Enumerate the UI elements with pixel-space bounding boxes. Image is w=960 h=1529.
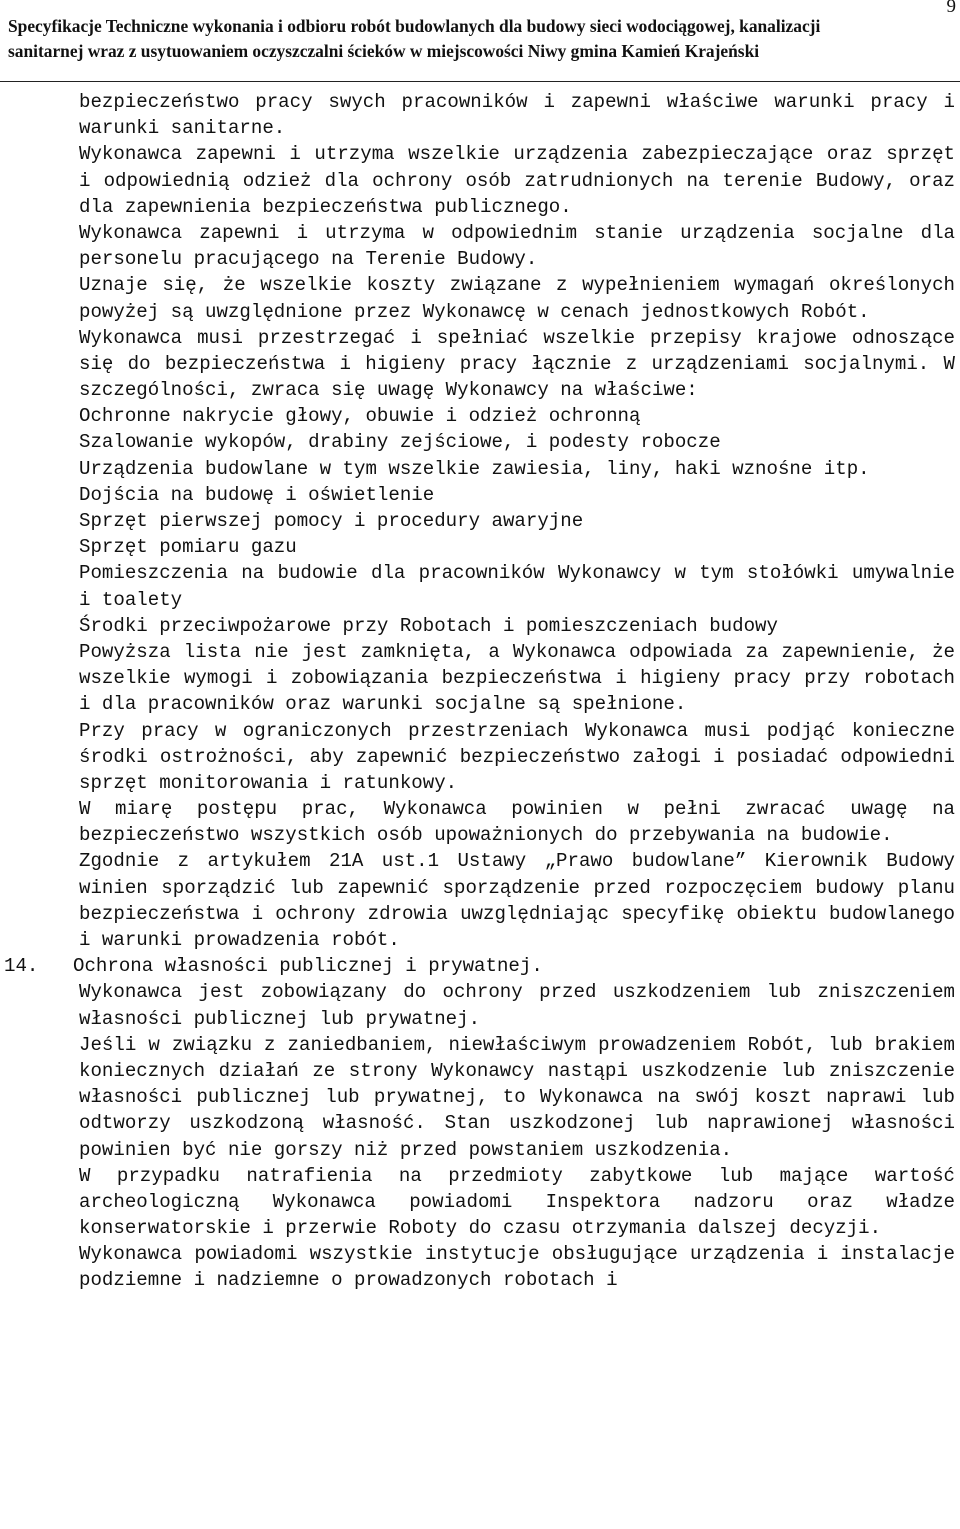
header-line-1: Specyfikacje Techniczne wykonania i odbioru robót budowlanych dla budowy sieci wodociągowej, kanalizacji bbox=[8, 16, 821, 36]
list-item: Dojścia na budowę i oświetlenie bbox=[79, 483, 435, 506]
header-line-2: sanitarnej wraz z usytuowaniem oczyszczalni ścieków w miejscowości Niwy gmina Kamień Krajeński bbox=[8, 41, 760, 61]
list-item: Szalowanie wykopów, drabiny zejściowe, i podesty robocze bbox=[79, 431, 721, 454]
paragraph: Powyższa lista nie jest zamknięta, a Wykonawca odpowiada za zapewnienie, że wszelkie wymogi i zobowiązania bezpieczeństwa i higieny pracy przy robotach i dla pracowników oraz warunki socjalne są spełnione. bbox=[79, 640, 955, 716]
paragraph: W miarę postępu prac, Wykonawca powinien w pełni zwracać uwagę na bezpieczeństwo wszystkich osób upoważnionych do przebywania na budowie. bbox=[79, 798, 955, 847]
header-divider bbox=[0, 81, 960, 82]
section-title: Ochrona własności publicznej i prywatnej. bbox=[73, 955, 543, 978]
paragraph: Wykonawca musi przestrzegać i spełniać wszelkie przepisy krajowe odnoszące się do bezpieczeństwa i higieny pracy łącznie z urządzeniami socjalnymi. W szczególności, zwraca się uwagę Wykonawcy na właściwe: bbox=[79, 326, 955, 402]
list-item: Urządzenia budowlane w tym wszelkie zawiesia, liny, haki wznośne itp. bbox=[79, 457, 870, 480]
list-item: Środki przeciwpożarowe przy Robotach i pomieszczeniach budowy bbox=[79, 614, 778, 637]
paragraph: Przy pracy w ograniczonych przestrzeniach Wykonawca musi podjąć konieczne środki ostrożności, aby zapewnić bezpieczeństwo załogi i posiadać odpowiedni sprzęt monitorowania i ratunkowy. bbox=[79, 719, 955, 794]
list-item: Sprzęt pierwszej pomocy i procedury awaryjne bbox=[79, 510, 584, 532]
paragraph: Wykonawca powiadomi wszystkie instytucje obsługujące urządzenia i instalacje podziemne i nadziemne o prowadzonych robotach i bbox=[79, 1243, 955, 1292]
section-number: 14. bbox=[4, 955, 39, 978]
list-item: Sprzęt pomiaru gazu bbox=[79, 536, 297, 559]
list-item: Pomieszczenia na budowie dla pracowników Wykonawcy w tym stołówki umywalnie i toalety bbox=[79, 562, 955, 611]
paragraph: bezpieczeństwo pracy swych pracowników i zapewni właściwe warunki pracy i warunki sanitarne. bbox=[79, 91, 955, 140]
paragraph: Jeśli w związku z zaniedbaniem, niewłaściwym prowadzeniem Robót, lub brakiem koniecznych działań ze strony Wykonawcy nastąpi uszkodzenie lub zniszczenie własności publicznej lub prywatnej, to Wykonawca na swój koszt naprawi lub odtworzy uszkodzoną własność. Stan uszkodzonej lub naprawionej własności powinien być nie gorszy niż przed powstaniem uszkodzenia. bbox=[79, 1033, 955, 1161]
section-heading bbox=[0, 953, 904, 979]
safety-equipment-list bbox=[0, 403, 960, 639]
document-body bbox=[0, 89, 960, 1294]
paragraph: Uznaje się, że wszelkie koszty związane z wypełnieniem wymagań określonych powyżej są uwzględnione przez Wykonawcę w cenach jednostkowych Robót. bbox=[79, 274, 955, 323]
paragraph: Wykonawca zapewni i utrzyma wszelkie urządzenia zabezpieczające oraz sprzęt i odpowiednią odzież dla ochrony osób zatrudnionych na terenie Budowy, oraz dla zapewnienia bezpieczeństwa publicznego. bbox=[79, 143, 955, 218]
paragraph: W przypadku natrafienia na przedmioty zabytkowe lub mające wartość archeologiczną Wykonawca powiadomi Inspektora nadzoru oraz władze konserwatorskie i przerwie Roboty do czasu otrzymania dalszej decyzji. bbox=[79, 1164, 955, 1240]
paragraph: Zgodnie z artykułem 21A ust.1 Ustawy „Prawo budowlane” Kierownik Budowy winien sporządzić lub zapewnić sporządzenie przed rozpoczęciem budowy planu bezpieczeństwa i ochrony zdrowia uwzględniając specyfikę obiektu budowlanego i warunki prowadzenia robót. bbox=[79, 850, 955, 951]
document-header bbox=[8, 14, 956, 64]
page-number: 9 bbox=[946, 0, 956, 17]
paragraph: Wykonawca zapewni i utrzyma w odpowiednim stanie urządzenia socjalne dla personelu pracującego na Terenie Budowy. bbox=[79, 221, 955, 271]
list-item: Ochronne nakrycie głowy, obuwie i odzież ochronną bbox=[79, 405, 641, 428]
paragraph: Wykonawca jest zobowiązany do ochrony przed uszkodzeniem lub zniszczeniem własności publicznej lub prywatnej. bbox=[79, 981, 955, 1030]
